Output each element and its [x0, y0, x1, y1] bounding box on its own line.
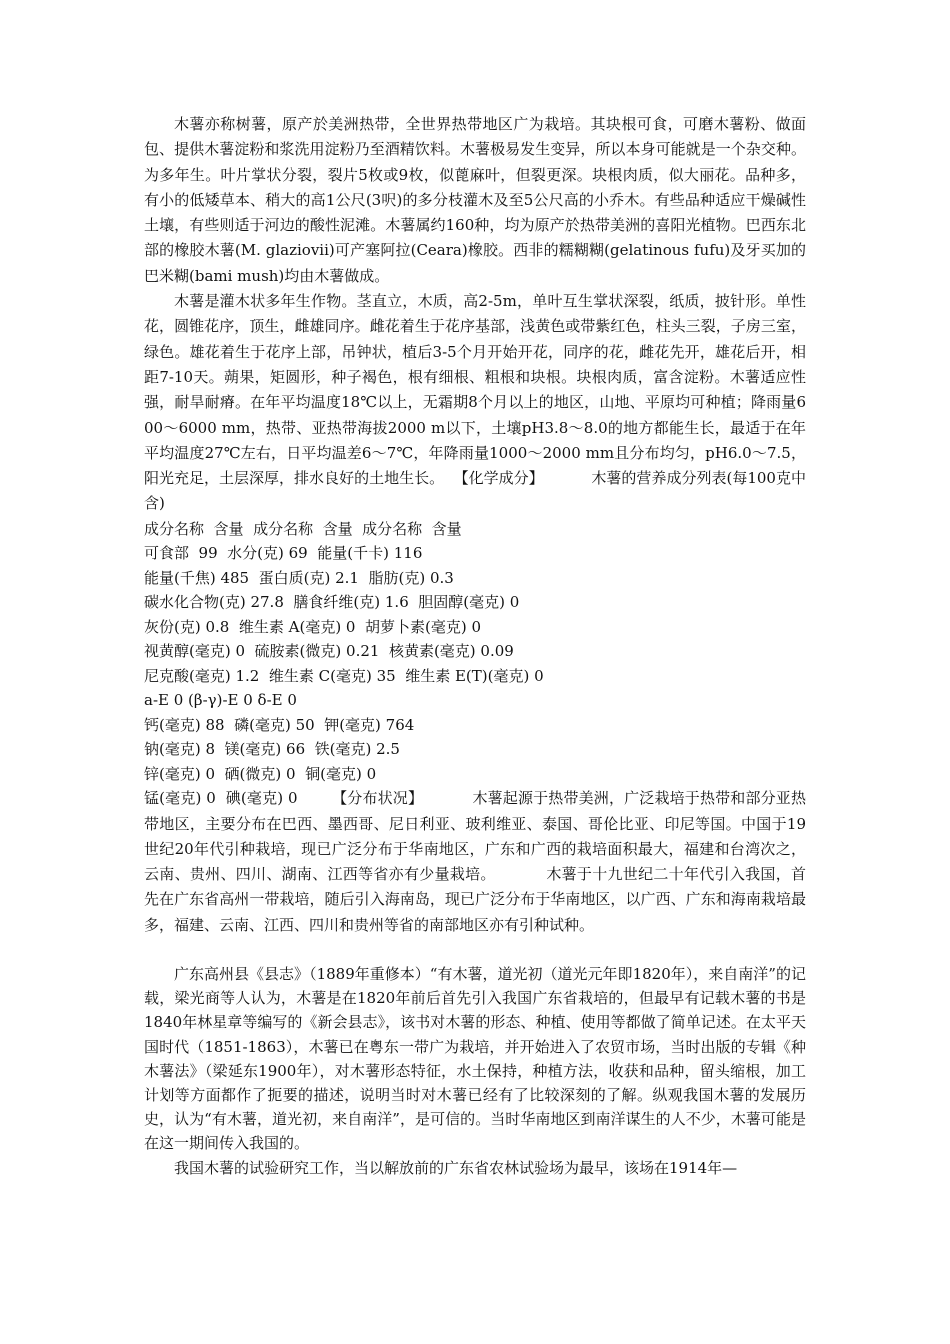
paragraph-gap	[144, 938, 806, 962]
nutrition-row: 钠(毫克) 8 镁(毫克) 66 铁(毫克) 2.5	[144, 740, 400, 759]
morphology-text: 木薯是灌木状多年生作物。茎直立，木质，高2-5m，单叶互生掌状深裂，纸质，披针形。单性花，圆锥花序，顶生，雌雄同序。雌花着生于花序基部，浅黄色或带紫红色，柱头三裂，子房三室，绿色。雄花着生于花序上部，吊钟状，植后3-5个月开始开花，同序的花，雌花先开，雄花后开，相距7-10天。蒴果，矩圆形，种子褐色，根有细根、粗根和块根。块根肉质，富含淀粉。木薯适应性强，耐旱耐瘠。在年平均温度18℃以上，无霜期8个月以上的地区，山地、平原均可种植；降雨量600～6000 mm，热带、亚热带海拔2000 m以下，土壤pH3.8～8.0的地方都能生长，最适于在年平均温度27℃左右，日平均温差6～7℃，年降雨量1000～2000 mm且分布均匀，pH6.0～7.5，阳光充足，土层深厚，排水良好的土地生长。	[144, 292, 806, 488]
nutrition-row: 碳水化合物(克) 27.8 膳食纤维(克) 1.6 胆固醇(毫克) 0	[144, 593, 520, 612]
history-paragraph: 广东高州县《县志》（1889年重修本）“有木薯，道光初（道光元年即1820年），来自南洋”的记载，梁光商等人认为，木薯是在1820年前后首先引入我国广东省栽培的，但最早有记载木薯的书是1840年林星章等编写的《新会县志》，该书对木薯的形态、种植、使用等都做了简单记述。在太平天国时代（1851-1863），木薯已在粤东一带广为栽培，并开始进入了农贸市场，当时出版的专辑《种木薯法》（梁延东1900年），对木薯形态特征，水土保持，种植方法，收获和品种，留头缩根，加工计划等方面都作了扼要的描述，说明当时对木薯已经有了比较深刻的了解。纵观我国木薯的发展历史，认为“有木薯，道光初，来自南洋”，是可信的。当时华南地区到南洋谋生的人不少，木薯可能是在这一期间传入我国的。	[144, 965, 806, 1153]
nutrition-table	[144, 517, 806, 787]
last-nutrition-row: 锰(毫克) 0 碘(毫克) 0	[144, 789, 298, 808]
distribution-text: 木薯起源于热带美洲，广泛栽培于热带和部分亚热带地区，主要分布在巴西、墨西哥、尼日利亚、玻利维亚、泰国、哥伦比亚、印尼等国。中国于19世纪20年代引种栽培，现已广泛分布于华南地区，广东和广西的栽培面积最大，福建和台湾次之，云南、贵州、四川、湖南、江西等省亦有少量栽培。	[144, 789, 806, 884]
nutrition-row: 灰份(克) 0.8 维生素 A(毫克) 0 胡萝卜素(毫克) 0	[144, 617, 482, 636]
chem-table-title: 木薯的营养成分列表(每100克中含)	[144, 469, 806, 513]
nutrition-header: 成分名称 含量 成分名称 含量 成分名称 含量	[144, 519, 462, 538]
nutrition-row: 可食部 99 水分(克) 69 能量(千卡) 116	[144, 544, 423, 563]
chem-heading: 【化学成分】	[453, 469, 544, 488]
nutrition-row: 能量(千焦) 485 蛋白质(克) 2.1 脂肪(克) 0.3	[144, 568, 454, 587]
dist-heading: 【分布状况】	[332, 789, 424, 808]
nutrition-row: 锌(毫克) 0 硒(微克) 0 铜(毫克) 0	[144, 764, 377, 783]
distribution-paragraph	[144, 786, 806, 938]
intro-paragraph: 木薯亦称树薯，原产於美洲热带，全世界热带地区广为栽培。其块根可食，可磨木薯粉、做面包、提供木薯淀粉和浆洗用淀粉乃至酒精饮料。木薯极易发生变异，所以本身可能就是一个杂交种。为多年生。叶片掌状分裂，裂片5枚或9枚，似蓖麻叶，但裂更深。块根肉质，似大丽花。品种多，有小的低矮草本、稍大的高1公尺(3呎)的多分枝灌木及至5公尺高的小乔木。有些品种适应干燥碱性土壤，有些则适于河边的酸性泥滩。木薯属约160种，均为原产於热带美洲的喜阳光植物。巴西东北部的橡胶木薯(M. glaziovii)可产塞阿拉(Ceara)橡胶。西非的糯糊糊(gelatinous fufu)及牙买加的巴米糊(bami mush)均由木薯做成。	[144, 115, 806, 285]
research-paragraph: 我国木薯的试验研究工作，当以解放前的广东省农林试验场为最早，该场在1914年—	[174, 1158, 738, 1177]
nutrition-row: a-E 0 (β-γ)-E 0 δ-E 0	[144, 691, 297, 710]
morphology-paragraph	[144, 289, 806, 517]
document-page	[144, 112, 806, 1180]
china-intro-text: 木薯于十九世纪二十年代引入我国，首先在广东省高州一带栽培，随后引入海南岛，现已广泛分布于华南地区，以广西、广东和海南栽培最多，福建、云南、江西、四川和贵州等省的南部地区亦有引种试种。	[144, 865, 806, 934]
nutrition-row: 钙(毫克) 88 磷(毫克) 50 钾(毫克) 764	[144, 715, 415, 734]
nutrition-row: 尼克酸(毫克) 1.2 维生素 C(毫克) 35 维生素 E(T)(毫克) 0	[144, 666, 544, 685]
nutrition-row: 视黄醇(毫克) 0 硫胺素(微克) 0.21 核黄素(毫克) 0.09	[144, 642, 514, 661]
